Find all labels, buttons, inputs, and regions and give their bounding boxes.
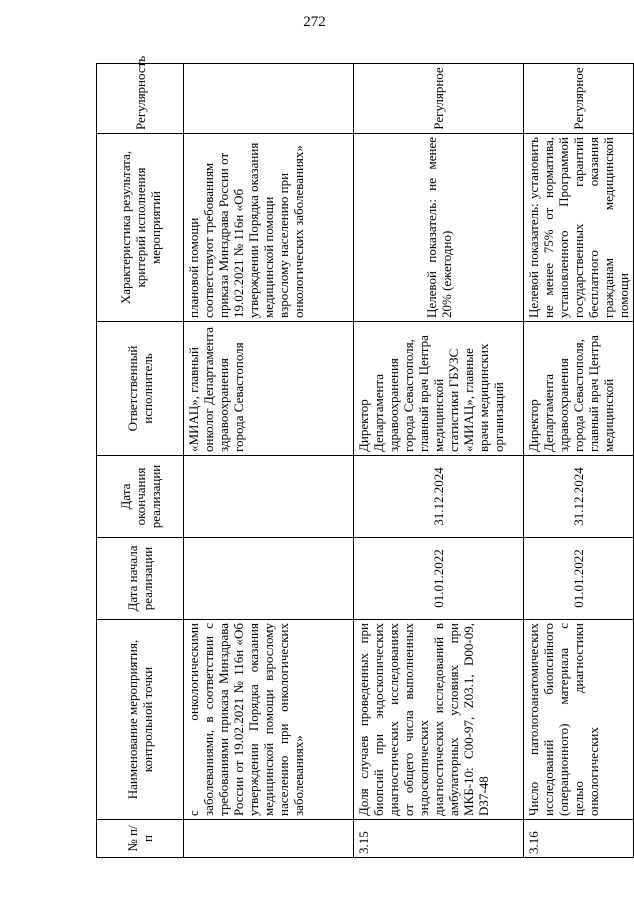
row-result: Целевой показатель: установить не менее 75% от норматива, установленного Программой государственных гарантий бесплатного оказания гражданам медицинской помощи [524,134,634,322]
table-header-row [97,64,184,858]
header-result: Характеристика результата, критерий исполнения мероприятий [97,134,184,322]
row-name: с онкологическими заболеваниями, в соответствии с требованиями приказа Минздрава России от 19.02.2021 № 116н «Об утверждении Порядка оказания медицинской помощи взрослому населению при онкологических заболеваниях» [184,620,354,820]
row-end [184,456,354,538]
row-reg [184,64,354,134]
row-num: 3.16 [524,820,634,858]
row-start [184,538,354,620]
header-end: Дата окончания реализации [97,456,184,538]
rotated-table-container [96,55,631,858]
row-resp: Директор Департамента здравоохранения города Севастополя, главный врач Центра медицинской [524,322,634,456]
row-end: 31.12.2024 [354,456,524,538]
header-reg: Регулярность [97,64,184,134]
row-name: Доля случаев проведенных при биопсий при эндоскопических диагностических исследованиях от общего числа выполненных эндоскопических диагностических исследований в амбулаторных условиях при МКБ-10: C00-97, Z03.1, D00-09, D37-48 [354,620,524,820]
header-start: Дата начала реализации [97,538,184,620]
row-resp: Директор Департамента здравоохранения города Севастополя, главный врач Центра медицинской статистики ГБУЗС «МИАЦ», главные врачи медицинских организаций [354,322,524,456]
row-name: Число патологоанатомических исследований биопсийного (операционного) материала с целью диагностики онкологических [524,620,634,820]
row-end: 31.12.2024 [524,456,634,538]
row-start: 01.01.2022 [524,538,634,620]
row-num [184,820,354,858]
page-number: 272 [303,14,326,30]
row-reg: Регулярное [354,64,524,134]
row-result: Целевой показатель: не менее 20% (ежегодно) [354,134,524,322]
row-reg: Регулярное [524,64,634,134]
header-num: № п/п [97,820,184,858]
table-row [184,64,354,858]
header-resp: Ответственный исполнитель [97,322,184,456]
table-row [354,64,524,858]
row-resp: «МИАЦ», главный онколог Департамента здравоохранения города Севастополя [184,322,354,456]
events-table [96,55,634,858]
row-num: 3.15 [354,820,524,858]
table-row [524,64,634,858]
row-start: 01.01.2022 [354,538,524,620]
header-name: Наименование мероприятия, контрольной точки [97,620,184,820]
row-result: плановой помощи соответствуют требованиям приказа Минздрава России от 19.02.2021 № 116н «Об утверждении Порядка оказания медицинской помощи взрослому населению при онкологических заболеваниях» [184,134,354,322]
